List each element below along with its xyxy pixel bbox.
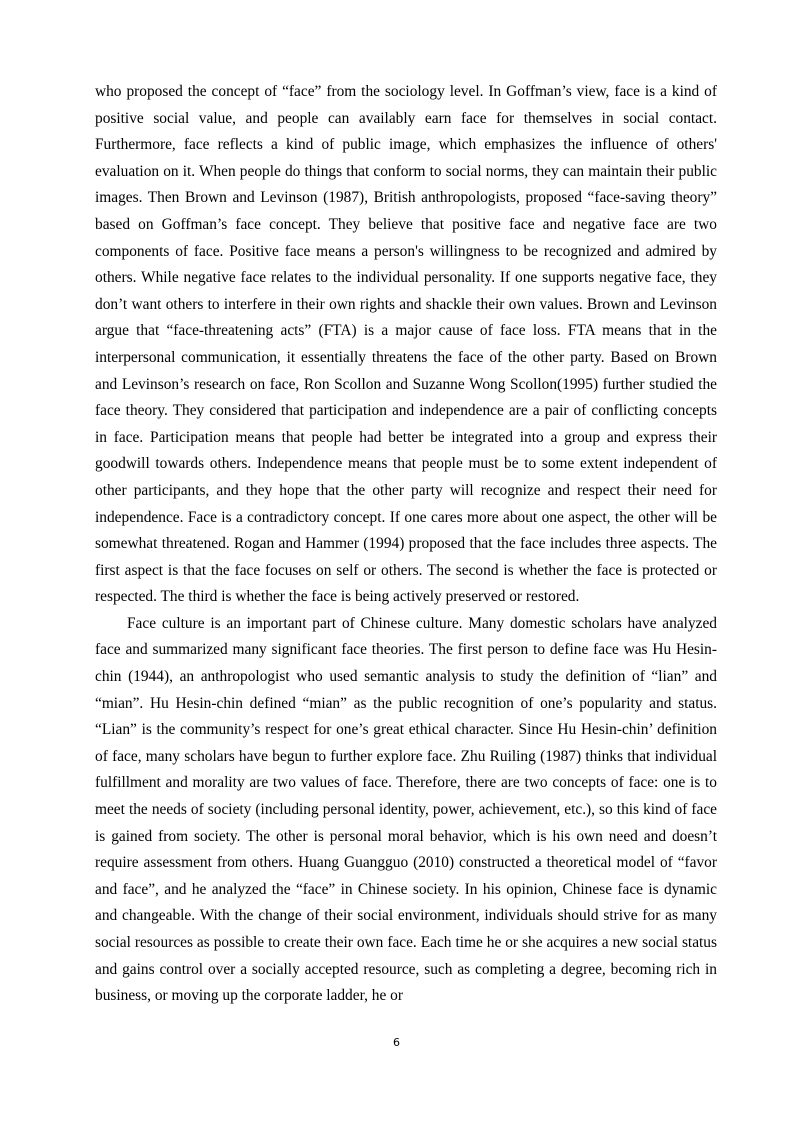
body-text — [95, 79, 717, 1010]
page-number: 6 — [393, 1036, 400, 1049]
paragraph-face-theories-western: who proposed the concept of “face” from the sociology level. In Goffman’s view, face is a kind of positive social value, and people can availably earn face for themselves in social contact. Furthermore, face reflects a kind of public image, which emphasizes the influence of others' evaluation on it. When people do things that conform to social norms, they can maintain their public images. Then Brown and Levinson (1987), British anthropologists, proposed “face-saving theory” based on Goffman’s face concept. They believe that positive face and negative face are two components of face. Positive face means a person's willingness to be recognized and admired by others. While negative face relates to the individual personality. If one supports negative face, they don’t want others to interfere in their own rights and shackle their own values. Brown and Levinson argue that “face-threatening acts” (FTA) is a major cause of face loss. FTA means that in the interpersonal communication, it essentially threatens the face of the other party. Based on Brown and Levinson’s research on face, Ron Scollon and Suzanne Wong Scollon(1995) further studied the face theory. They considered that participation and independence are a pair of conflicting concepts in face. Participation means that people had better be integrated into a group and express their goodwill towards others. Independence means that people must be to some extent independent of other participants, and they hope that the other party will recognize and respect their need for independence. Face is a contradictory concept. If one cares more about one aspect, the other will be somewhat threatened. Rogan and Hammer (1994) proposed that the face includes three aspects. The first aspect is that the face focuses on self or others. The second is whether the face is protected or respected. The third is whether the face is being actively preserved or restored. — [95, 83, 717, 606]
paragraph-face-culture-chinese: Face culture is an important part of Chinese culture. Many domestic scholars have analyzed face and summarized many significant face theories. The first person to define face was Hu Hesin-chin (1944), an anthropologist who used semantic analysis to study the definition of “lian” and “mian”. Hu Hesin-chin defined “mian” as the public recognition of one’s popularity and status. “Lian” is the community’s respect for one’s great ethical character. Since Hu Hesin-chin’ definition of face, many scholars have begun to further explore face. Zhu Ruiling (1987) thinks that individual fulfillment and morality are two values of face. Therefore, there are two concepts of face: one is to meet the needs of society (including personal identity, power, achievement, etc.), so this kind of face is gained from society. The other is personal moral behavior, which is his own need and doesn’t require assessment from others. Huang Guangguo (2010) constructed a theoretical model of “favor and face”, and he analyzed the “face” in Chinese society. In his opinion, Chinese face is dynamic and changeable. With the change of their social environment, individuals should strive for as many social resources as possible to create their own face. Each time he or she acquires a new social status and gains control over a socially accepted resource, such as completing a degree, becoming rich in business, or moving up the corporate ladder, he or — [95, 614, 717, 1005]
